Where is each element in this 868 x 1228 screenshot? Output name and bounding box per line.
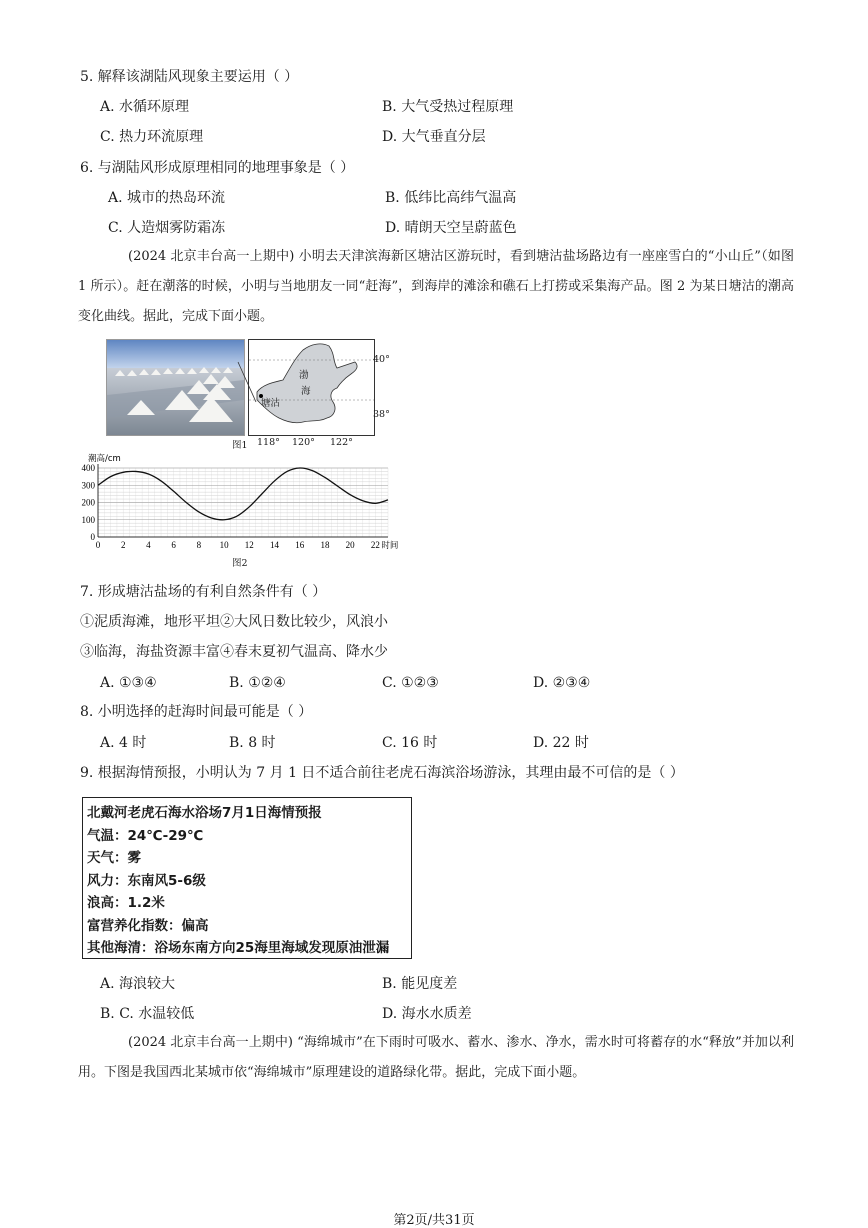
salt-field-photo [106,339,245,436]
x-tick-label: 8 [196,540,202,550]
q9-stem: 9. 根据海情预报，小明认为 7 月 1 日不适合前往老虎石海滨浴场游泳，其理由最不可信的是（ ） [80,765,684,781]
x-tick-label: 12 [244,540,254,550]
y-tick-label: 400 [81,463,95,473]
x-tick-label: 6 [171,540,176,550]
x-tick-label: 20 [345,540,355,550]
q7-stem: 7. 形成塘沽盐场的有利自然条件有（ ） [80,584,327,600]
q5-stem: 5. 解释该湖陆风现象主要运用（ ） [80,69,299,85]
sea-forecast-box [82,797,412,959]
map-lon-120: 120° [292,437,315,448]
x-axis-label: 时间 [381,541,399,551]
q9-option-a: A. 海浪较大 [100,976,176,992]
x-tick-label: 4 [146,540,151,550]
x-tick-label: 0 [95,540,101,550]
x-tick-label: 2 [120,540,126,550]
page-footer: 第2页/共31页 [393,1213,475,1228]
q6-stem: 6. 与湖陆风形成原理相同的地理事象是（ ） [80,160,355,176]
tide-chart [72,450,402,575]
tide-chart-svg [72,450,402,575]
q8-option-d: D. 22 时 [533,735,589,751]
q7-option-d: D. ②③④ [533,675,591,691]
x-tick-label: 14 [270,540,280,550]
y-tick-label: 200 [81,497,95,508]
q6-option-c: C. 人造烟雾防霜冻 [108,220,226,236]
forecast-other: 其他海清：浴场东南方向25海里海域发现原油泄漏 [87,940,390,956]
figure1-caption: 图1 [232,440,248,451]
q6-option-d: D. 晴朗天空呈蔚蓝色 [385,220,517,236]
q6-option-a: A. 城市的热岛环流 [108,190,226,206]
map-lon-118: 118° [257,437,280,448]
y-tick-label: 100 [81,514,95,525]
q9-option-b: B. 能见度差 [382,976,458,992]
q7-statement-2: ③临海，海盐资源丰富④春末夏初气温高、降水少 [80,644,388,660]
map-label-bo: 渤 [299,370,309,381]
y-axis-label: 潮高/cm [88,454,121,464]
q5-option-c: C. 热力环流原理 [100,129,204,145]
x-tick-label: 10 [219,540,229,550]
y-tick-label: 300 [81,480,95,491]
q5-option-a: A. 水循环原理 [100,99,190,115]
map-lon-122: 122° [330,437,353,448]
q5-option-d: D. 大气垂直分层 [382,129,486,145]
forecast-wave-height: 浪高：1.2米 [87,895,165,911]
q9-option-c: B. C. 水温较低 [100,1006,195,1022]
forecast-title: 北戴河老虎石海水浴场7月1日海情预报 [87,805,322,821]
map-lat-38: 38° [373,409,390,420]
forecast-temperature: 气温：24℃-29℃ [87,827,204,844]
bohai-map [248,339,390,436]
q7-option-c: C. ①②③ [382,675,439,691]
x-tick-label: 16 [295,540,305,550]
map-label-hai: 海 [301,386,311,397]
q6-option-b: B. 低纬比高纬气温高 [385,190,517,206]
passage-1: (2024 北京丰台高一上期中) 小明去天津滨海新区塘沽区游玩时，看到塘沽盐场路边有一座座雪白的“小山丘”（如图 1 所示）。赶在潮落的时候，小明与当地朋友一同“赶海”，到海岸的滩涂和礁石上打捞或采集海产品。图 2 为某日塘沽的潮高变化曲线。据此，完成下面小题。 [78,249,794,324]
q8-option-a: A. 4 时 [100,735,147,751]
q8-stem: 8. 小明选择的赶海时间最可能是（ ） [80,704,313,720]
q5-option-b: B. 大气受热过程原理 [382,99,514,115]
q7-option-a: A. ①③④ [100,675,157,691]
map-lat-40: 40° [373,354,390,365]
q7-option-b: B. ①②④ [229,675,286,691]
forecast-wind: 风力：东南风5-6级 [87,872,206,889]
map-pointer-arrow [236,360,262,410]
q9-option-d: D. 海水水质差 [382,1006,472,1022]
x-tick-label: 18 [320,540,330,550]
forecast-weather: 天气：雾 [87,850,141,866]
passage-2: (2024 北京丰台高一上期中) “海绵城市”在下雨时可吸水、蓄水、渗水、净水，需水时可将蓄存的水“释放”并加以利用。下图是我国西北某城市依“海绵城市”原理建设的道路绿化带。据此，完成下面小题。 [78,1035,794,1080]
y-tick-label: 0 [90,532,95,542]
map-label-tanggu: 塘沽 [261,398,281,409]
q8-option-c: C. 16 时 [382,735,438,751]
q7-statement-1: ①泥质海滩，地形平坦②大风日数比较少，风浪小 [80,614,388,630]
figure2-caption: 图2 [232,558,248,569]
x-tick-label: 22 [370,540,380,550]
q8-option-b: B. 8 时 [229,735,276,751]
forecast-eutrophication: 富营养化指数：偏高 [87,917,209,934]
